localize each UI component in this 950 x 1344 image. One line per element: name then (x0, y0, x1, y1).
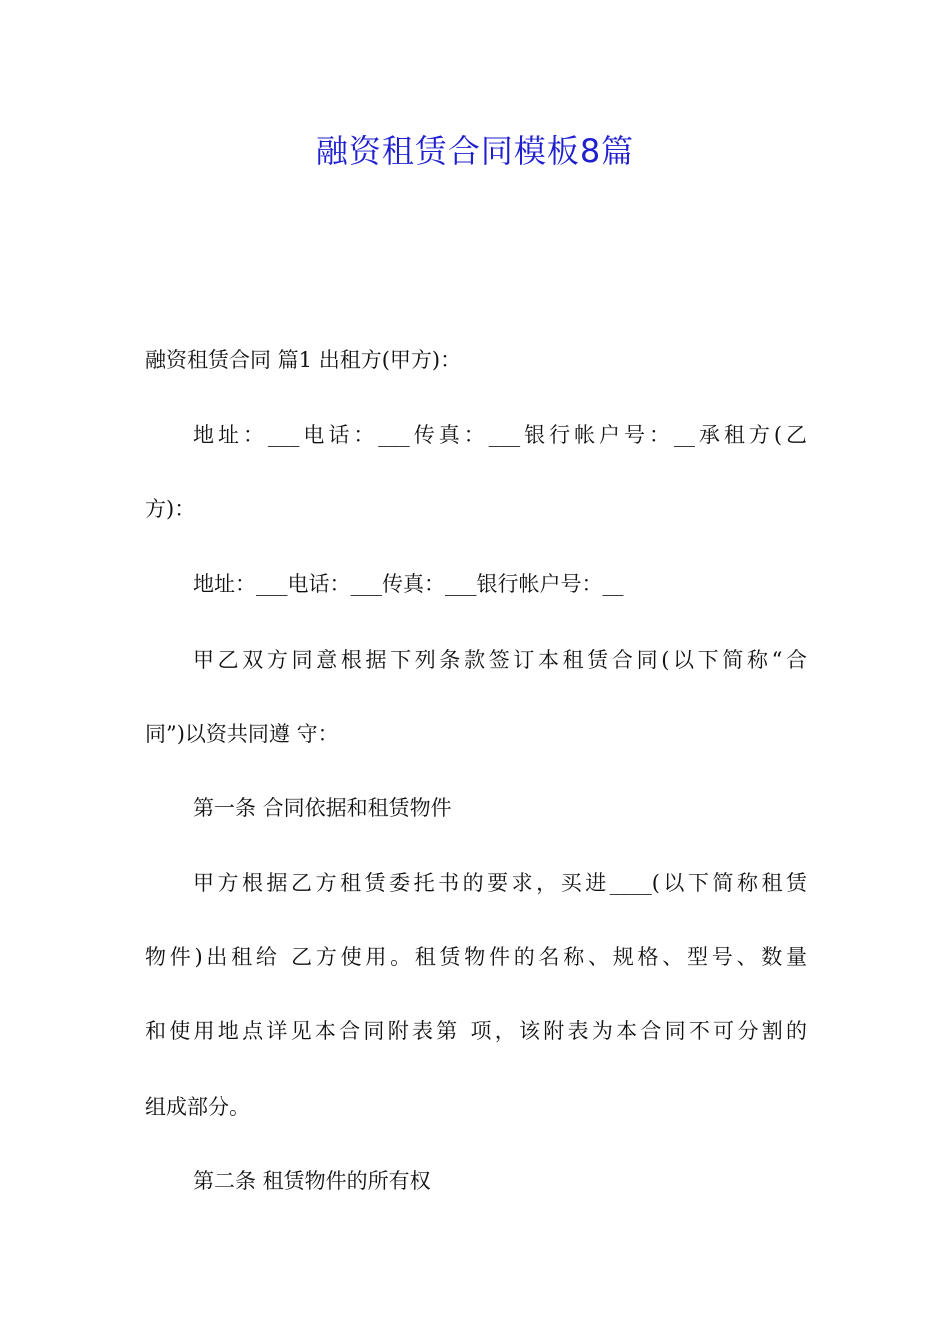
body-line-5: 甲乙双方同意根据下列条款签订本租赁合同(以下简称“合 (193, 648, 807, 672)
body-line-10: 和使用地点详见本合同附表第 项，该附表为本合同不可分割的 (145, 1019, 807, 1043)
section-heading-1: 第一条 合同依据和租赁物件 (193, 796, 452, 820)
body-line-8: 甲方根据乙方租赁委托书的要求，买进____(以下简称租赁 (193, 871, 807, 895)
body-line-3: 方)： (145, 497, 196, 521)
body-line-4: 地址：___电话：___传真：___银行帐户号：__ (193, 572, 624, 596)
body-line-11: 组成部分。 (145, 1095, 250, 1119)
section-heading-2: 第二条 租赁物件的所有权 (193, 1169, 431, 1193)
document-title: 融资租赁合同模板8篇 (315, 132, 635, 170)
body-line-9: 物件)出租给 乙方使用。租赁物件的名称、规格、型号、数量 (145, 945, 807, 969)
body-line-6: 同”)以资共同遵 守： (145, 722, 339, 746)
body-line-1: 融资租赁合同 篇1 出租方(甲方)： (145, 348, 462, 372)
body-line-2: 地址：___电话：___传真：___银行帐户号：__承租方(乙 (193, 423, 807, 447)
